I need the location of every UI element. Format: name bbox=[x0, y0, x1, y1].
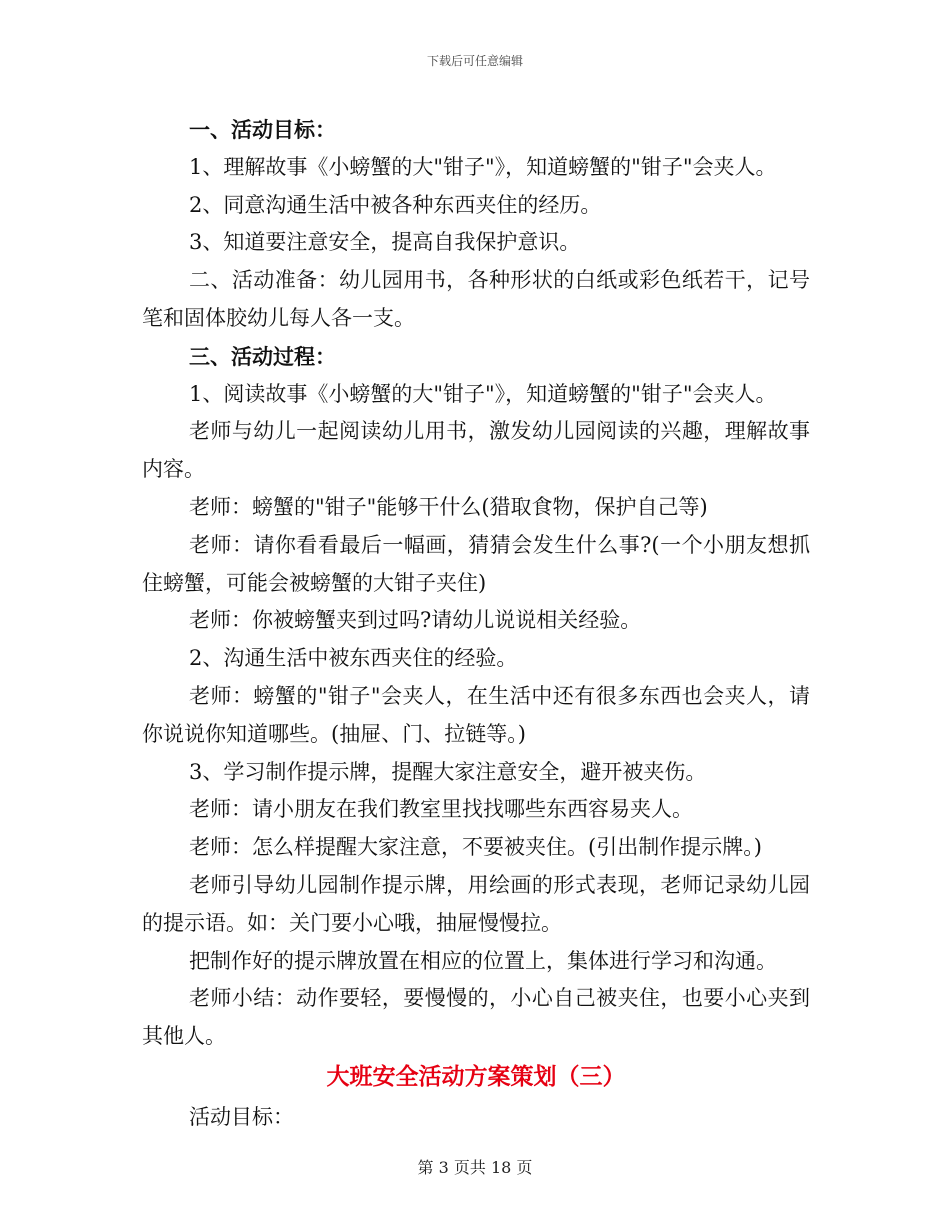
paragraph-teacher-q2: 老师：请你看看最后一幅画，猜猜会发生什么事?(一个小朋友想抓住螃蟹，可能会被螃蟹的大钳子夹住) bbox=[142, 532, 810, 595]
process-step-2: 2、沟通生活中被东西夹住的经验。 bbox=[189, 646, 518, 671]
document-body bbox=[142, 111, 810, 1137]
paragraph-reading: 老师与幼儿一起阅读幼儿用书，激发幼儿园阅读的兴趣，理解故事内容。 bbox=[142, 419, 810, 482]
section-heading-process: 三、活动过程： bbox=[189, 343, 336, 369]
paragraph-teacher-q5: 老师：请小朋友在我们教室里找找哪些东西容易夹人。 bbox=[189, 797, 693, 822]
paragraph-teacher-q4: 老师：螃蟹的"钳子"会夹人，在生活中还有很多东西也会夹人，请你说说你知道哪些。(抽屉、门、拉链等。) bbox=[142, 683, 810, 746]
section-heading-goals: 一、活动目标： bbox=[189, 117, 336, 142]
page-number: 第 3 页共 18 页 bbox=[417, 1158, 533, 1177]
goal-item-1: 1、理解故事《小螃蟹的大"钳子"》，知道螃蟹的"钳子"会夹人。 bbox=[189, 154, 777, 179]
paragraph-teacher-q1: 老师：螃蟹的"钳子"能够干什么(猎取食物，保护自己等) bbox=[189, 494, 708, 519]
paragraph-teacher-guide: 老师引导幼儿园制作提示牌，用绘画的形式表现，老师记录幼儿园的提示语。如：关门要小心哦，抽屉慢慢拉。 bbox=[142, 872, 810, 935]
page-header: 下载后可任意编辑 bbox=[426, 54, 523, 68]
paragraph-teacher-q6: 老师：怎么样提醒大家注意，不要被夹住。(引出制作提示牌。) bbox=[189, 835, 762, 860]
paragraph-summary: 老师小结：动作要轻，要慢慢的，小心自己被夹住，也要小心夹到其他人。 bbox=[142, 986, 810, 1049]
paragraph-placement: 把制作好的提示牌放置在相应的位置上，集体进行学习和沟通。 bbox=[189, 948, 777, 973]
goals-label: 活动目标： bbox=[189, 1104, 294, 1129]
goal-item-3: 3、知道要注意安全，提高自我保护意识。 bbox=[189, 230, 581, 255]
goal-item-2: 2、同意沟通生活中被各种东西夹住的经历。 bbox=[189, 192, 602, 217]
paragraph-teacher-q3: 老师：你被螃蟹夹到过吗?请幼儿说说相关经验。 bbox=[189, 608, 642, 633]
section-title: 大班安全活动方案策划（三） bbox=[326, 1062, 626, 1090]
process-step-1: 1、阅读故事《小螃蟹的大"钳子"》，知道螃蟹的"钳子"会夹人。 bbox=[189, 381, 777, 406]
process-step-3: 3、学习制作提示牌，提醒大家注意安全，避开被夹伤。 bbox=[189, 759, 707, 784]
preparation-paragraph: 二、活动准备：幼儿园用书，各种形状的白纸或彩色纸若干，记号笔和固体胶幼儿每人各一支。 bbox=[142, 268, 810, 330]
